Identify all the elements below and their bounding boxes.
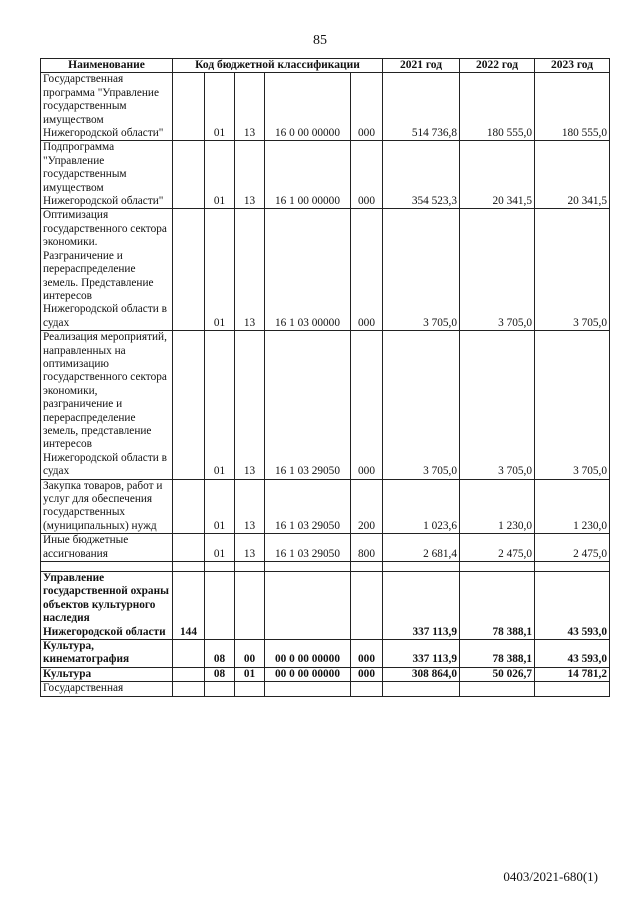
table-row bbox=[41, 141, 610, 209]
row-rz: 01 bbox=[205, 534, 235, 562]
row-ved bbox=[173, 141, 205, 209]
row-rz bbox=[205, 682, 235, 696]
row-2023: 43 593,0 bbox=[535, 640, 610, 668]
row-ved bbox=[173, 682, 205, 696]
row-ved bbox=[173, 209, 205, 331]
row-ved bbox=[173, 331, 205, 479]
row-ved bbox=[173, 73, 205, 141]
row-2022 bbox=[460, 682, 535, 696]
row-rz: 08 bbox=[205, 640, 235, 668]
row-vr: 800 bbox=[351, 534, 383, 562]
row-2022: 50 026,7 bbox=[460, 667, 535, 681]
row-name: Управление государственной охраны объектов культурного наследия Нижегородской области bbox=[41, 572, 173, 640]
row-rz: 01 bbox=[205, 209, 235, 331]
header-2023: 2023 год bbox=[535, 59, 610, 73]
spacer-row bbox=[41, 562, 610, 572]
row-2023: 180 555,0 bbox=[535, 73, 610, 141]
row-vr bbox=[351, 682, 383, 696]
row-2023: 3 705,0 bbox=[535, 331, 610, 479]
row-ved bbox=[173, 534, 205, 562]
row-pr: 01 bbox=[235, 667, 265, 681]
row-vr: 000 bbox=[351, 331, 383, 479]
row-pr: 13 bbox=[235, 479, 265, 534]
row-2021: 337 113,9 bbox=[383, 572, 460, 640]
table-row bbox=[41, 682, 610, 696]
row-rz: 08 bbox=[205, 667, 235, 681]
row-2021: 3 705,0 bbox=[383, 209, 460, 331]
row-rz: 01 bbox=[205, 479, 235, 534]
table-row bbox=[41, 209, 610, 331]
row-ved: 144 bbox=[173, 572, 205, 640]
row-2022: 78 388,1 bbox=[460, 640, 535, 668]
page-number: 85 bbox=[313, 33, 327, 48]
row-vr: 200 bbox=[351, 479, 383, 534]
row-name: Государственная программа "Управление государственным имуществом Нижегородской области" bbox=[41, 73, 173, 141]
row-2021 bbox=[383, 682, 460, 696]
row-pr: 13 bbox=[235, 209, 265, 331]
row-csr bbox=[265, 572, 351, 640]
row-vr: 000 bbox=[351, 73, 383, 141]
table-row bbox=[41, 331, 610, 479]
row-vr: 000 bbox=[351, 141, 383, 209]
row-ved bbox=[173, 667, 205, 681]
row-2022: 180 555,0 bbox=[460, 73, 535, 141]
row-2022: 3 705,0 bbox=[460, 331, 535, 479]
row-2021: 2 681,4 bbox=[383, 534, 460, 562]
row-pr: 13 bbox=[235, 534, 265, 562]
row-name: Реализация мероприятий, направленных на оптимизацию государственного сектора экономики, разграничение и перераспределение земель, представление интересов Нижегородской области в судах bbox=[41, 331, 173, 479]
row-csr: 00 0 00 00000 bbox=[265, 667, 351, 681]
row-csr: 16 1 03 29050 bbox=[265, 534, 351, 562]
row-name: Оптимизация государственного сектора экономики. Разграничение и перераспределение земель. Представление интересов Нижегородской области в судах bbox=[41, 209, 173, 331]
row-2023: 20 341,5 bbox=[535, 141, 610, 209]
row-pr: 00 bbox=[235, 640, 265, 668]
row-rz: 01 bbox=[205, 331, 235, 479]
budget-table bbox=[40, 58, 610, 697]
row-2023: 14 781,2 bbox=[535, 667, 610, 681]
row-csr: 16 1 00 00000 bbox=[265, 141, 351, 209]
row-csr: 16 1 03 29050 bbox=[265, 331, 351, 479]
row-2022: 78 388,1 bbox=[460, 572, 535, 640]
header-code: Код бюджетной классификации bbox=[173, 59, 383, 73]
row-csr: 00 0 00 00000 bbox=[265, 640, 351, 668]
header-row bbox=[41, 59, 610, 73]
row-csr: 16 0 00 00000 bbox=[265, 73, 351, 141]
row-2022: 3 705,0 bbox=[460, 209, 535, 331]
row-csr: 16 1 03 00000 bbox=[265, 209, 351, 331]
row-2023: 3 705,0 bbox=[535, 209, 610, 331]
table-row bbox=[41, 479, 610, 534]
header-2022: 2022 год bbox=[460, 59, 535, 73]
row-2022: 2 475,0 bbox=[460, 534, 535, 562]
row-2021: 308 864,0 bbox=[383, 667, 460, 681]
table-row bbox=[41, 667, 610, 681]
row-ved bbox=[173, 479, 205, 534]
row-name: Культура bbox=[41, 667, 173, 681]
row-name: Закупка товаров, работ и услуг для обеспечения государственных (муниципальных) нужд bbox=[41, 479, 173, 534]
row-name: Культура, кинематография bbox=[41, 640, 173, 668]
table-row bbox=[41, 572, 610, 640]
row-2021: 1 023,6 bbox=[383, 479, 460, 534]
row-rz bbox=[205, 572, 235, 640]
row-2022: 20 341,5 bbox=[460, 141, 535, 209]
row-name: Подпрограмма "Управление государственным имуществом Нижегородской области" bbox=[41, 141, 173, 209]
row-vr: 000 bbox=[351, 667, 383, 681]
row-2022: 1 230,0 bbox=[460, 479, 535, 534]
row-pr bbox=[235, 572, 265, 640]
header-name: Наименование bbox=[41, 59, 173, 73]
row-csr: 16 1 03 29050 bbox=[265, 479, 351, 534]
table-row bbox=[41, 73, 610, 141]
row-rz: 01 bbox=[205, 73, 235, 141]
row-2023: 1 230,0 bbox=[535, 479, 610, 534]
row-ved bbox=[173, 640, 205, 668]
table-row bbox=[41, 534, 610, 562]
row-pr bbox=[235, 682, 265, 696]
row-2021: 337 113,9 bbox=[383, 640, 460, 668]
row-pr: 13 bbox=[235, 331, 265, 479]
row-2023: 2 475,0 bbox=[535, 534, 610, 562]
row-vr bbox=[351, 572, 383, 640]
table-row bbox=[41, 640, 610, 668]
document-code: 0403/2021-680(1) bbox=[503, 869, 598, 884]
row-2023: 43 593,0 bbox=[535, 572, 610, 640]
row-vr: 000 bbox=[351, 640, 383, 668]
row-name: Иные бюджетные ассигнования bbox=[41, 534, 173, 562]
header-2021: 2021 год bbox=[383, 59, 460, 73]
row-csr bbox=[265, 682, 351, 696]
row-2021: 354 523,3 bbox=[383, 141, 460, 209]
row-2021: 514 736,8 bbox=[383, 73, 460, 141]
row-pr: 13 bbox=[235, 73, 265, 141]
row-2021: 3 705,0 bbox=[383, 331, 460, 479]
row-pr: 13 bbox=[235, 141, 265, 209]
row-name: Государственная bbox=[41, 682, 173, 696]
row-vr: 000 bbox=[351, 209, 383, 331]
row-2023 bbox=[535, 682, 610, 696]
row-rz: 01 bbox=[205, 141, 235, 209]
